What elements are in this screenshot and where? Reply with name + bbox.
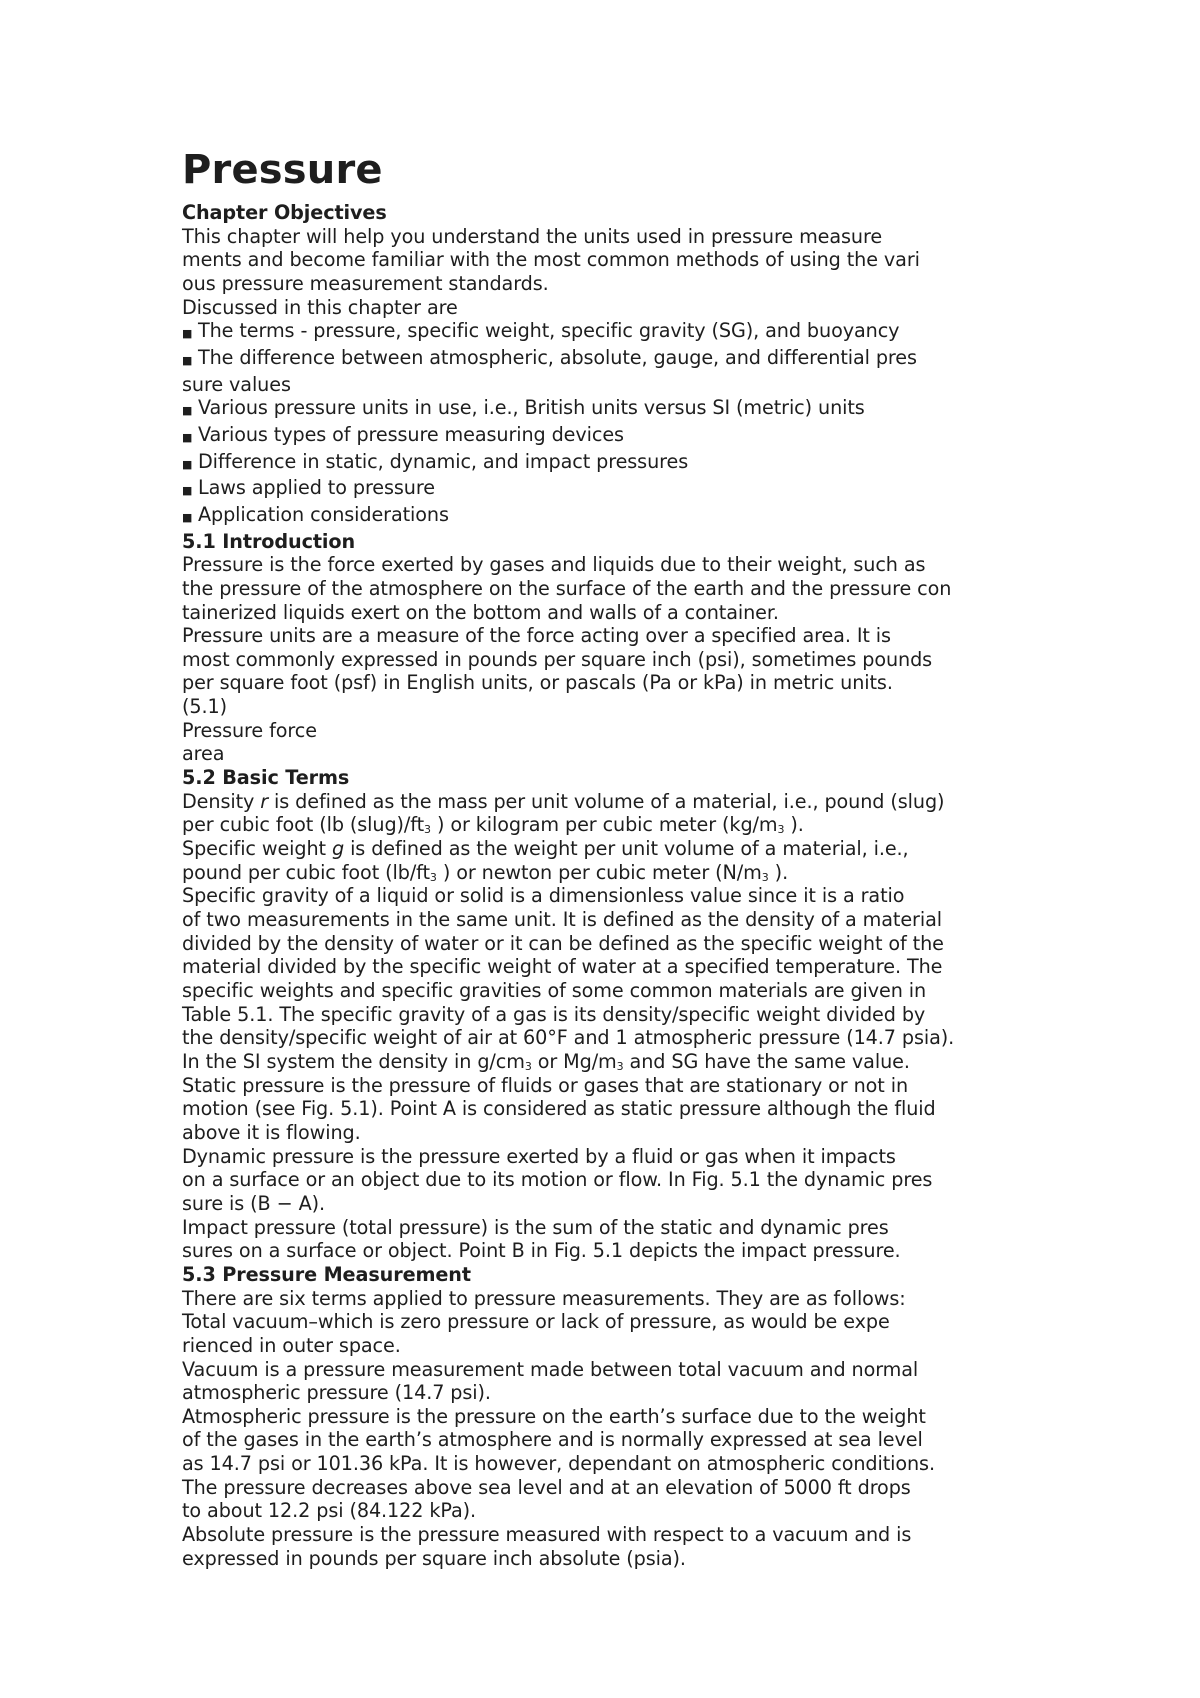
- bullet-text: The difference between atmospheric, absolute, gauge, and differential pres: [198, 345, 917, 369]
- bullet-item: [182, 503, 1082, 530]
- subscript: 3: [761, 870, 769, 884]
- text-line: Total vacuum–which is zero pressure or lack of pressure, as would be expe: [182, 1310, 890, 1334]
- text-line: [182, 861, 1082, 885]
- text-fragment: is defined as the weight per unit volume of a material, i.e.,: [344, 837, 909, 861]
- text-line: Impact pressure (total pressure) is the sum of the static and dynamic pres: [182, 1215, 889, 1239]
- text-line: tainerized liquids exert on the bottom and walls of a container.: [182, 600, 779, 624]
- text-line: of the gases in the earth’s atmosphere and is normally expressed at sea level: [182, 1428, 923, 1452]
- section-heading-pressure-measurement: 5.3 Pressure Measurement: [182, 1262, 471, 1286]
- text-fragment: In the SI system the density in g/cm: [182, 1049, 525, 1073]
- text-line: expressed in pounds per square inch absolute (psia).: [182, 1546, 686, 1570]
- text-line: The pressure decreases above sea level and at an elevation of 5000 ft drops: [182, 1475, 911, 1499]
- text-line: specific weights and specific gravities of some common materials are given in: [182, 979, 927, 1002]
- subscript: 3: [616, 1059, 624, 1073]
- bullet-item: [182, 396, 1082, 423]
- text-line: Absolute pressure is the pressure measured with respect to a vacuum and is: [182, 1523, 912, 1547]
- density-symbol: r: [260, 789, 269, 813]
- text-line: Table 5.1. The specific gravity of a gas is its density/specific weight divided by: [182, 1002, 926, 1026]
- text-line: [182, 790, 1082, 814]
- text-line: ous pressure measurement standards.: [182, 271, 549, 295]
- bullet-text: Difference in static, dynamic, and impact pressures: [198, 449, 689, 473]
- bullet-square-icon: ■: [182, 484, 193, 498]
- text-line: the pressure of the atmosphere on the surface of the earth and the pressure con: [182, 576, 952, 600]
- bullet-square-icon: ■: [182, 327, 193, 341]
- text-line: atmospheric pressure (14.7 psi).: [182, 1381, 491, 1405]
- bullet-square-icon: ■: [182, 404, 193, 418]
- subscript: 3: [777, 823, 785, 837]
- text-line: per square foot (psf) in English units, or pascals (Pa or kPa) in metric units.: [182, 671, 893, 695]
- text-line: Discussed in this chapter are: [182, 295, 458, 319]
- bullet-square-icon: ■: [182, 353, 193, 367]
- page-title: Pressure: [182, 147, 383, 193]
- text-line: rienced in outer space.: [182, 1333, 401, 1357]
- text-fragment: Density: [182, 789, 261, 813]
- bullet-continuation: sure values: [182, 372, 291, 396]
- text-fragment: per cubic foot (lb (slug)/ft: [182, 813, 425, 837]
- equation-denominator: area: [182, 742, 225, 766]
- text-fragment: or Mg/m: [531, 1049, 617, 1073]
- text-line: of two measurements in the same unit. It is defined as the density of a material: [182, 908, 942, 932]
- objectives-heading: Chapter Objectives: [182, 201, 387, 224]
- text-line: above it is flowing.: [182, 1120, 361, 1144]
- text-line: the density/specific weight of air at 60°F and 1 atmospheric pressure (14.7 psia).: [182, 1026, 955, 1050]
- text-line: Vacuum is a pressure measurement made between total vacuum and normal: [182, 1357, 919, 1381]
- text-fragment: pound per cubic foot (lb/ft: [182, 860, 430, 884]
- section-heading-basic-terms: 5.2 Basic Terms: [182, 766, 350, 790]
- text-line: divided by the density of water or it can be defined as the specific weight of the: [182, 931, 944, 955]
- text-line: [182, 1050, 1082, 1074]
- text-fragment: ) or kilogram per cubic meter (kg/m: [430, 813, 778, 837]
- text-line: Static pressure is the pressure of fluids or gases that are stationary or not in: [182, 1073, 909, 1097]
- text-line: motion (see Fig. 5.1). Point A is considered as static pressure although the fluid: [182, 1097, 936, 1121]
- bullet-item: [182, 423, 1082, 450]
- bullet-square-icon: ■: [182, 430, 193, 444]
- text-fragment: ).: [784, 813, 804, 837]
- subscript: 3: [429, 870, 437, 884]
- text-line: Atmospheric pressure is the pressure on the earth’s surface due to the weight: [182, 1404, 926, 1428]
- subscript: 3: [524, 1059, 532, 1073]
- bullet-text: Application considerations: [198, 502, 449, 526]
- text-line: sures on a surface or object. Point B in Fig. 5.1 depicts the impact pressure.: [182, 1239, 901, 1263]
- text-fragment: ).: [768, 860, 789, 884]
- text-line: Pressure units are a measure of the force acting over a specified area. It is: [182, 624, 891, 648]
- text-fragment: is defined as the mass per unit volume of a material, i.e., pound (slug): [268, 789, 945, 813]
- text-line: sure is (B − A).: [182, 1191, 325, 1215]
- text-fragment: and SG have the same value.: [623, 1049, 910, 1073]
- equation-numerator: Pressure force: [182, 718, 317, 742]
- document-body: [182, 146, 1082, 1570]
- bullet-text: Laws applied to pressure: [198, 476, 435, 500]
- text-line: to about 12.2 psi (84.122 kPa).: [182, 1499, 477, 1523]
- bullet-item: [182, 476, 1082, 503]
- text-line: Dynamic pressure is the pressure exerted by a fluid or gas when it impacts: [182, 1144, 896, 1168]
- equation-number: (5.1): [182, 695, 227, 719]
- text-line: on a surface or an object due to its motion or flow. In Fig. 5.1 the dynamic pres: [182, 1168, 933, 1192]
- bullet-item: [182, 450, 1082, 477]
- text-line: Pressure is the force exerted by gases and liquids due to their weight, such as: [182, 553, 926, 577]
- text-line: Specific gravity of a liquid or solid is a dimensionless value since it is a ratio: [182, 884, 905, 908]
- bullet-text: Various pressure units in use, i.e., British units versus SI (metric) units: [198, 396, 865, 420]
- bullet-item: [182, 319, 1082, 346]
- bullet-square-icon: ■: [182, 457, 193, 471]
- text-fragment: Specific weight: [182, 837, 332, 861]
- text-line: as 14.7 psi or 101.36 kPa. It is however, dependant on atmospheric conditions.: [182, 1452, 935, 1476]
- text-line: [182, 837, 1082, 861]
- text-line: ments and become familiar with the most common methods of using the vari: [182, 248, 920, 272]
- text-line: [182, 813, 1082, 837]
- text-line: material divided by the specific weight of water at a specified temperature. The: [182, 955, 943, 979]
- text-line: This chapter will help you understand the units used in pressure measure: [182, 224, 883, 248]
- section-heading-introduction: 5.1 Introduction: [182, 529, 356, 553]
- bullet-text: The terms - pressure, specific weight, specific gravity (SG), and buoyancy: [198, 319, 900, 343]
- subscript: 3: [424, 823, 431, 837]
- bullet-square-icon: ■: [182, 510, 193, 524]
- bullet-item: [182, 346, 1082, 373]
- text-line: most commonly expressed in pounds per square inch (psi), sometimes pounds: [182, 647, 933, 671]
- specific-weight-symbol: g: [331, 837, 345, 861]
- text-line: There are six terms applied to pressure measurements. They are as follows:: [182, 1286, 906, 1310]
- bullet-text: Various types of pressure measuring devices: [198, 422, 624, 446]
- text-fragment: ) or newton per cubic meter (N/m: [436, 860, 762, 884]
